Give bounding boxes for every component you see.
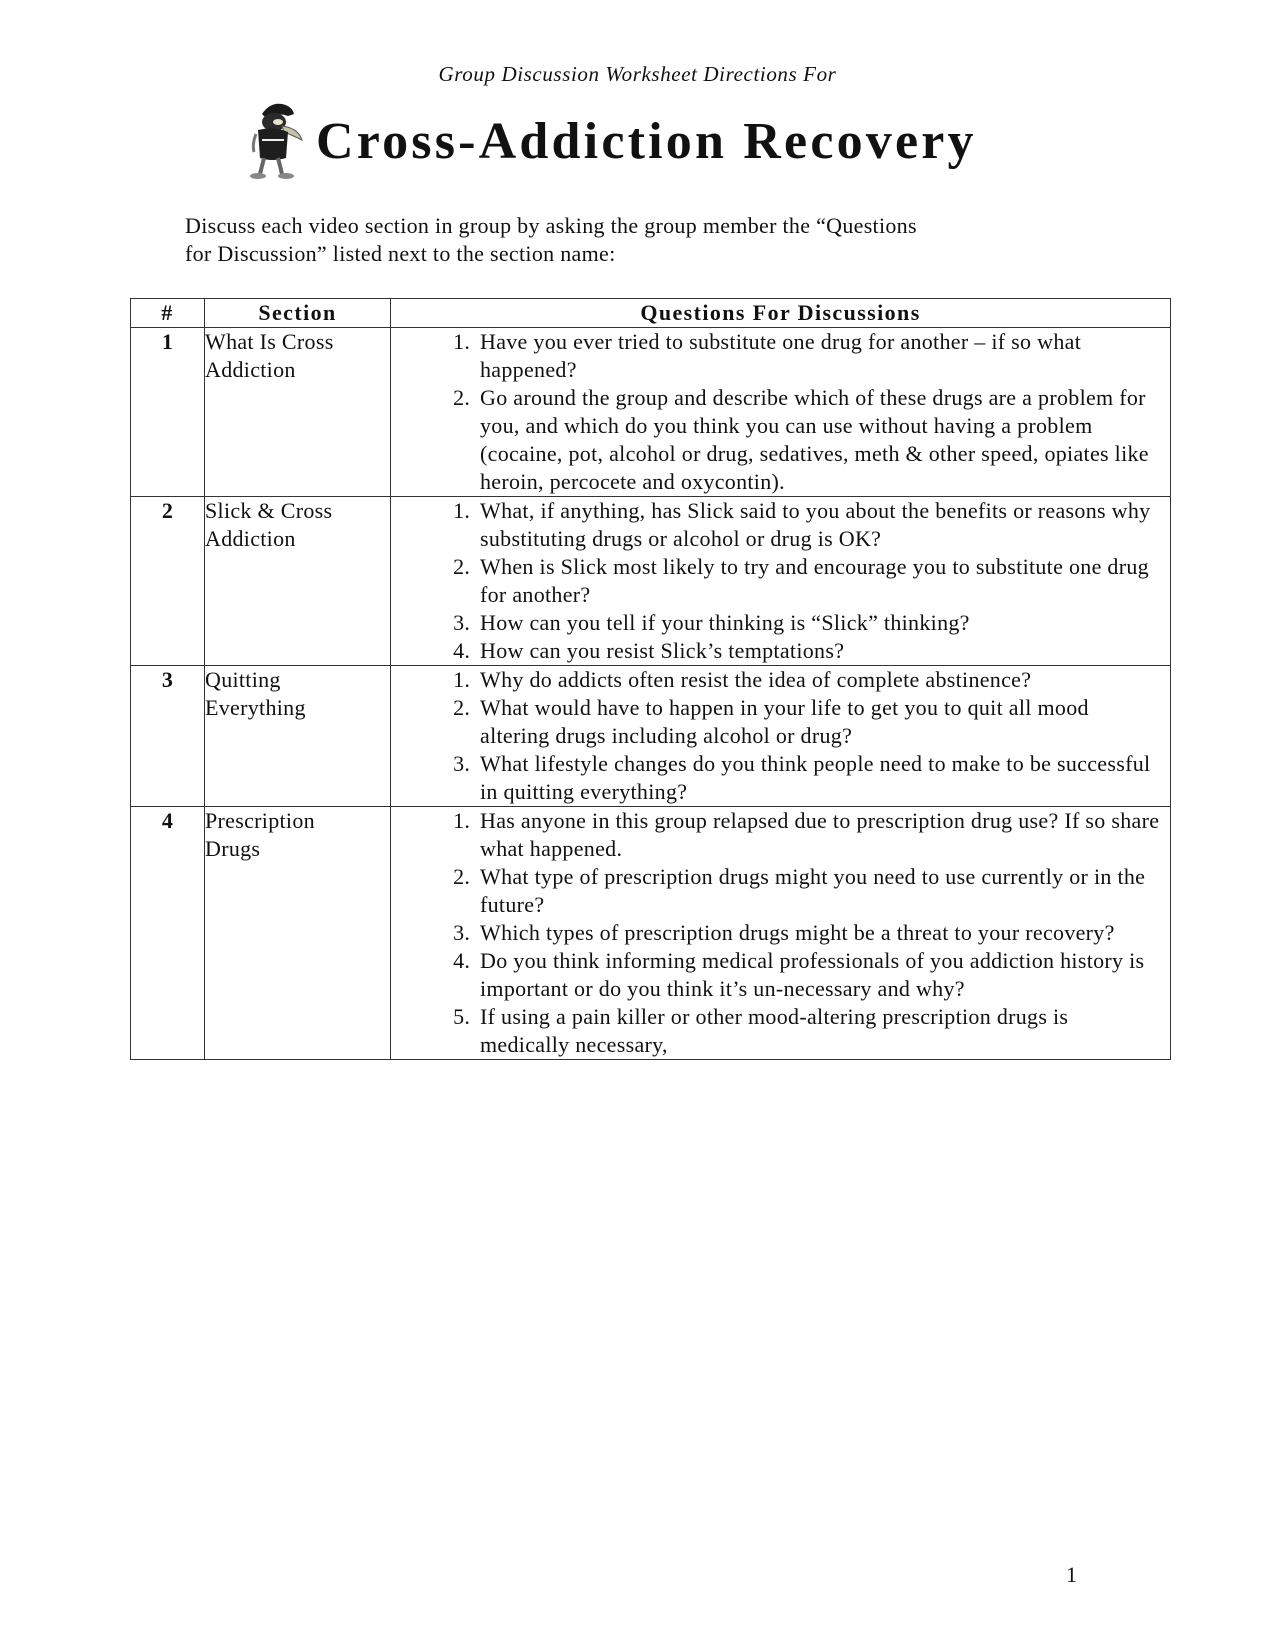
question-item: 2. Go around the group and describe which of these drugs are a problem for you, and which do you think you can use without having a problem (cocaine, pot, alcohol or drug, sedatives, meth & other speed, opiates like heroin, percocete and oxycontin).: [476, 384, 1160, 496]
section-label: Slick & Cross Addiction: [205, 498, 333, 551]
section-label: Prescription Drugs: [205, 808, 315, 861]
question-item: 5. If using a pain killer or other mood-altering prescription drugs is medically necessary,: [476, 1003, 1160, 1059]
row-questions: [391, 666, 1171, 807]
title-block: [248, 96, 977, 186]
header-questions: Questions For Discussions: [391, 299, 1171, 328]
row-number: 1: [131, 328, 205, 497]
intro-line-1: Discuss each video section in group by asking the group member the “Questions: [185, 213, 917, 238]
question-item: 4. How can you resist Slick’s temptations?: [476, 637, 1160, 665]
row-questions: [391, 497, 1171, 666]
table-row: [131, 666, 1171, 807]
question-item: 3. Which types of prescription drugs might be a threat to your recovery?: [476, 919, 1160, 947]
question-item: 3. How can you tell if your thinking is “Slick” thinking?: [476, 609, 1160, 637]
header-section: Section: [205, 299, 391, 328]
row-questions: [391, 807, 1171, 1060]
row-number: 2: [131, 497, 205, 666]
intro-line-2: for Discussion” listed next to the section name:: [185, 241, 616, 266]
row-number: 3: [131, 666, 205, 807]
row-section: [205, 807, 391, 1060]
page-number: 1: [1066, 1562, 1077, 1587]
row-section: [205, 497, 391, 666]
table-row: [131, 497, 1171, 666]
question-item: 4. Do you think informing medical professionals of you addiction history is important or do you think it’s un-necessary and why?: [476, 947, 1160, 1003]
header-number: #: [131, 299, 205, 328]
question-item: 2. When is Slick most likely to try and encourage you to substitute one drug for another?: [476, 553, 1160, 609]
row-section: [205, 328, 391, 497]
question-item: 3. What lifestyle changes do you think people need to make to be successful in quitting everything?: [476, 750, 1160, 806]
intro-paragraph: [185, 212, 1085, 268]
worksheet-subtitle: Group Discussion Worksheet Directions For: [438, 62, 837, 86]
question-item: 1. What, if anything, has Slick said to you about the benefits or reasons why substituting drugs or alcohol or drug is OK?: [476, 497, 1160, 553]
table-header-row: [131, 299, 1171, 328]
table-row: [131, 328, 1171, 497]
question-item: 1. Have you ever tried to substitute one drug for another – if so what happened?: [476, 328, 1160, 384]
question-item: 1. Has anyone in this group relapsed due to prescription drug use? If so share what happened.: [476, 807, 1160, 863]
discussion-table: [130, 298, 1171, 1060]
row-number: 4: [131, 807, 205, 1060]
question-item: 2. What would have to happen in your life to get you to quit all mood altering drugs including alcohol or drug?: [476, 694, 1160, 750]
row-section: [205, 666, 391, 807]
question-item: 2. What type of prescription drugs might you need to use currently or in the future?: [476, 863, 1160, 919]
page-title: Cross-Addiction Recovery: [316, 112, 977, 170]
table-row: [131, 807, 1171, 1060]
cartoon-character-icon: [248, 100, 308, 182]
question-item: 1. Why do addicts often resist the idea of complete abstinence?: [476, 666, 1160, 694]
row-questions: [391, 328, 1171, 497]
section-label: Quitting Everything: [205, 667, 306, 720]
section-label: What Is Cross Addiction: [205, 329, 334, 382]
